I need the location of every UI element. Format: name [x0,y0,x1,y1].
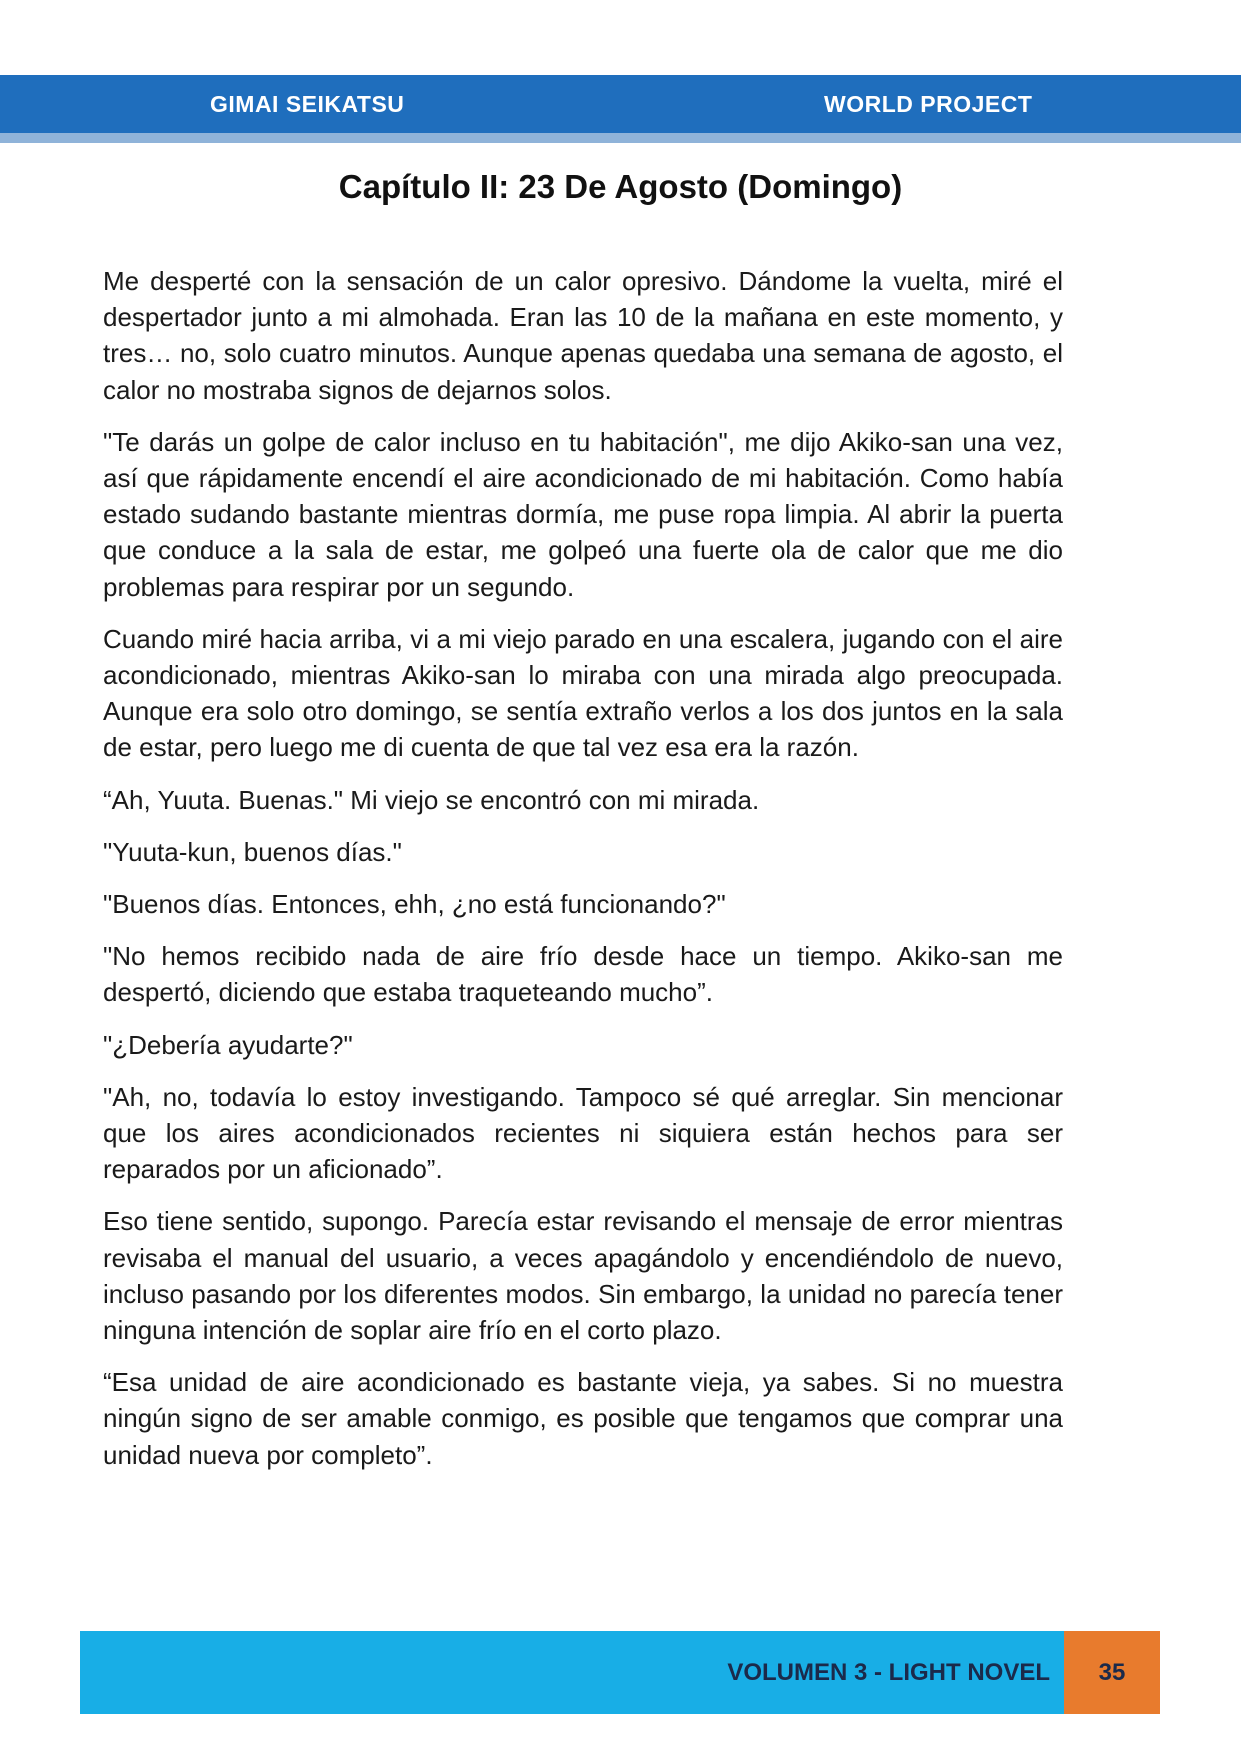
paragraph: “Ah, Yuuta. Buenas." Mi viejo se encontró con mi mirada. [103,784,760,815]
body-text [103,263,1063,1489]
paragraph: "Buenos días. Entonces, ehh, ¿no está funcionando?" [103,889,726,920]
footer-volume-label: VOLUMEN 3 - LIGHT NOVEL [727,1659,1050,1686]
header-group-name: WORLD PROJECT [824,91,1033,117]
paragraph: "Ah, no, todavía lo estoy investigando. Tampoco sé qué arreglar. Sin mencionar que los aires acondicionados recientes ni siquiera están hechos para ser reparados por un aficionado”. [103,1081,1063,1185]
paragraph: "¿Debería ayudarte?" [103,1029,353,1060]
paragraph: “Esa unidad de aire acondicionado es bastante vieja, ya sabes. Si no muestra ningún signo de ser amable conmigo, es posible que tengamos que comprar una unidad nueva por completo”. [103,1367,1063,1470]
header-stripe [0,133,1241,143]
chapter-title: Capítulo II: 23 De Agosto (Domingo) [338,168,903,205]
paragraph: "Te darás un golpe de calor incluso en tu habitación", me dijo Akiko-san una vez, así que rápidamente encendí el aire acondicionado de mi habitación. Como había estado sudando bastante mientras dormía, me puse ropa limpia. Al abrir la puerta que conduce a la sala de estar, me golpeó una fuerte ola de calor que me dio problemas para respirar por un segundo. [103,426,1063,602]
paragraph: "Yuuta-kun, buenos días." [103,836,402,867]
header-band [0,75,1241,133]
page-number: 35 [1064,1631,1160,1714]
paragraph: Cuando miré hacia arriba, vi a mi viejo parado en una escalera, jugando con el aire acondicionado, mientras Akiko-san lo miraba con una mirada algo preocupada. Aunque era solo otro domingo, se sentía extraño verlos a los dos juntos en la sala de estar, pero luego me di cuenta de que tal vez esa era la razón. [103,623,1063,763]
paragraph: "No hemos recibido nada de aire frío desde hace un tiempo. Akiko-san me despertó, diciendo que estaba traqueteando mucho”. [103,941,1063,1008]
header-series-title: GIMAI SEIKATSU [210,91,405,117]
paragraph: Me desperté con la sensación de un calor opresivo. Dándome la vuelta, miré el despertador junto a mi almohada. Eran las 10 de la mañana en este momento, y tres… no, solo cuatro minutos. Aunque apenas quedaba una semana de agosto, el calor no mostraba signos de dejarnos solos. [103,266,1063,405]
paragraph: Eso tiene sentido, supongo. Parecía estar revisando el mensaje de error mientras revisaba el manual del usuario, a veces apagándolo y encendiéndolo de nuevo, incluso pasando por los diferentes modos. Sin embargo, la unidad no parecía tener ninguna intención de soplar aire frío en el corto plazo. [103,1206,1063,1346]
